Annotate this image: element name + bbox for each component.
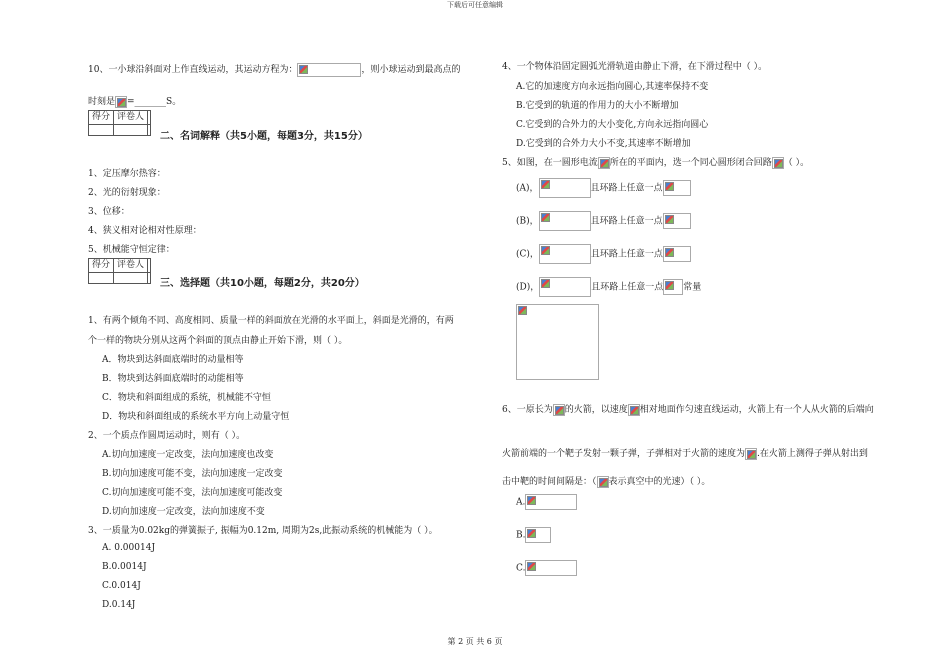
equation-image	[539, 211, 591, 231]
q5-option-d	[516, 277, 701, 297]
term-3: 3、位移：	[88, 207, 130, 217]
q4-stem: 4、一个物体沿固定圆弧光滑轨道由静止下滑，在下滑过程中（ ）。	[502, 62, 768, 72]
q2-stem: 2、一个质点作圆周运动时，则有（ ）。	[88, 431, 246, 441]
equation-image	[663, 213, 691, 229]
option-letter: (B)，	[516, 216, 539, 227]
equation-image	[663, 246, 691, 262]
q10-blank: =_______S。	[127, 97, 182, 107]
q5-text-c: （ ）。	[783, 158, 810, 168]
q5-option-c	[516, 244, 691, 264]
q6-text-d: 火箭前端的一个靶子发射一颗子弹，子弹相对于火箭的速度为	[502, 449, 746, 459]
q3-option-b: B.0.0014J	[102, 562, 147, 572]
term-1: 1、定压摩尔热容：	[88, 169, 166, 179]
equation-image	[115, 96, 127, 108]
q2-option-d: D.切向加速度一定改变，法向加速度不变	[102, 507, 265, 517]
q6-line3	[502, 474, 710, 488]
page-footer: 第 2 页 共 6 页	[447, 637, 503, 646]
equation-image	[598, 157, 610, 169]
score-label: 得分	[89, 259, 114, 283]
option-letter: B.	[516, 530, 526, 541]
q1-line1: 1、有两个倾角不同、高度相同、质量一样的斜面放在光滑的水平面上，斜面是光滑的，有两	[88, 316, 454, 326]
option-letter: A.	[516, 497, 526, 508]
equation-image	[539, 244, 591, 264]
q4-option-b: B.它受到的轨道的作用力的大小不断增加	[516, 101, 679, 111]
q5-stem	[502, 155, 809, 169]
q5-option-b	[516, 211, 691, 231]
q10-text-c: 时刻是	[88, 97, 116, 107]
q6-line1	[502, 402, 874, 416]
equation-image	[745, 448, 757, 460]
section3-title: 三、选择题（共10小题，每题2分，共20分）	[160, 278, 365, 289]
equation-image	[525, 527, 551, 543]
q4-option-d: D.它受到的合外力大小不变,其速率不断增加	[516, 139, 691, 149]
q6-option-c	[516, 560, 577, 576]
term-2: 2、光的衍射现象：	[88, 188, 166, 198]
term-5: 5、机械能守恒定律：	[88, 245, 175, 255]
q5-option-text: 且环路上任意一点	[590, 216, 663, 227]
page-header: 下载后可任意编辑	[447, 1, 503, 9]
option-letter: (A)，	[516, 183, 539, 194]
equation-image	[597, 476, 609, 488]
q4-option-c: C.它受到的合外力的大小变化,方向永远指向圆心	[516, 120, 709, 130]
q2-option-c: C.切向加速度可能不变，法向加速度可能改变	[102, 488, 283, 498]
q5-option-text: 且环路上任意一点	[590, 183, 663, 194]
q10-line2	[88, 94, 181, 108]
q2-option-a: A.切向加速度一定改变，法向加速度也改变	[102, 450, 274, 460]
reviewer-label: 评卷人	[114, 111, 148, 135]
score-box	[88, 258, 151, 284]
q3-stem: 3、一质量为0.02kg的弹簧振子, 振幅为0.12m, 周期为2s,此振动系统的机械能为（ ）。	[88, 526, 438, 536]
equation-image	[628, 404, 640, 416]
q6-option-b	[516, 527, 551, 543]
reviewer-label: 评卷人	[114, 259, 148, 283]
q5-option-a	[516, 178, 691, 198]
q6-text-g: 表示真空中的光速）（ ）。	[608, 477, 711, 487]
q5-text-b: 所在的平面内，选一个同心圆形闭合回路	[609, 158, 772, 168]
equation-image	[297, 63, 361, 77]
q6-text-c: 相对地面作匀速直线运动，火箭上有一个人从火箭的后端向	[639, 405, 874, 415]
option-letter: (D)，	[516, 282, 540, 293]
section2-title: 二、名词解释（共5小题，每题3分，共15分）	[160, 131, 368, 142]
score-box	[88, 110, 151, 136]
equation-image	[539, 178, 591, 198]
equation-image	[525, 494, 577, 510]
q1-option-a: A．物块到达斜面底端时的动量相等	[102, 355, 244, 365]
option-letter: (C)，	[516, 249, 539, 260]
q6-line2	[502, 446, 868, 460]
q1-option-c: C．物块和斜面组成的系统，机械能不守恒	[102, 393, 271, 403]
q5-option-text: 常量	[683, 282, 702, 293]
q6-option-a	[516, 494, 577, 510]
equation-image	[553, 404, 565, 416]
q10-line1	[88, 62, 460, 77]
term-4: 4、狭义相对论相对性原理：	[88, 226, 202, 236]
circle-current-figure	[516, 304, 599, 380]
equation-image	[663, 180, 691, 196]
q3-option-a: A. 0.00014J	[102, 543, 156, 553]
equation-image	[772, 157, 784, 169]
q3-option-c: C.0.014J	[102, 581, 141, 591]
q1-option-b: B．物块到达斜面底端时的动能相等	[102, 374, 244, 384]
score-label: 得分	[89, 111, 114, 135]
q6-text-a: 6、一原长为	[502, 405, 553, 415]
equation-image	[525, 560, 577, 576]
q5-option-text: 且环路上任意一点	[591, 282, 664, 293]
q3-option-d: D.0.14J	[102, 600, 136, 610]
q2-option-b: B.切向加速度可能不变，法向加速度一定改变	[102, 469, 283, 479]
equation-image	[539, 277, 591, 297]
q1-line2: 个一样的物块分别从这两个斜面的顶点由静止开始下滑，则（ ）。	[88, 336, 348, 346]
q4-option-a: A.它的加速度方向永远指向圆心,其速率保持不变	[516, 82, 709, 92]
q10-text-b: ，则小球运动到最高点的	[361, 65, 461, 75]
option-letter: C.	[516, 563, 526, 574]
q10-text-a: 10、一小球沿斜面对上作直线运动，其运动方程为：	[88, 65, 298, 75]
q1-option-d: D．物块和斜面组成的系统水平方向上动量守恒	[102, 412, 290, 422]
q5-option-text: 且环路上任意一点	[590, 249, 663, 260]
q6-text-b: 的火箭，以速度	[564, 405, 628, 415]
equation-image	[663, 279, 683, 295]
q5-text-a: 5、如图，在一圆形电流	[502, 158, 598, 168]
q6-text-e: .在火箭上测得子弹从射出到	[757, 449, 868, 459]
q6-text-f: 击中靶的时间间隔是：（	[502, 477, 597, 487]
